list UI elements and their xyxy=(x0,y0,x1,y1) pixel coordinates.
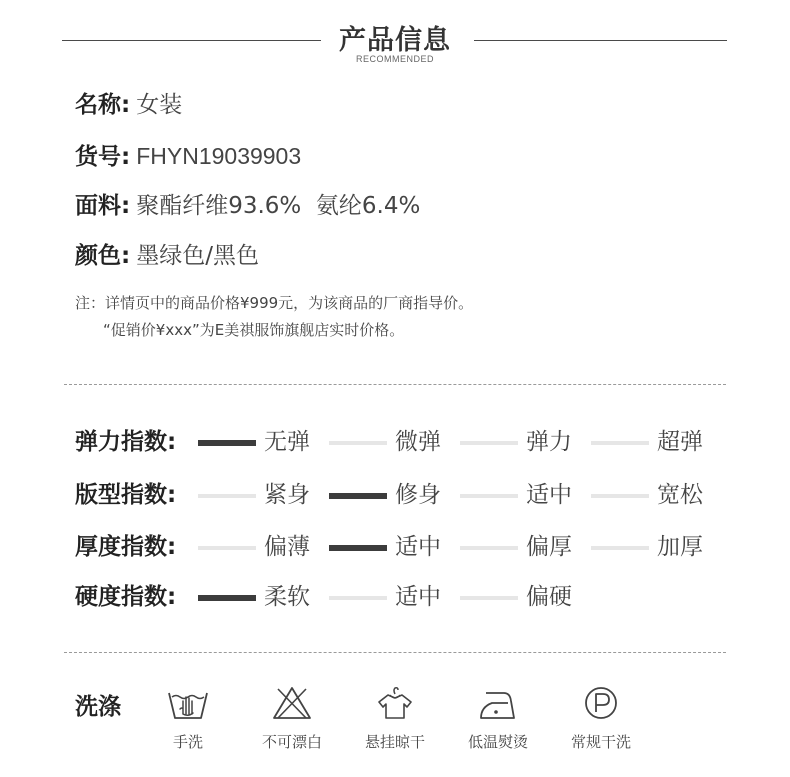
index-option: 修身 xyxy=(395,482,441,508)
index-option: 柔软 xyxy=(264,584,310,610)
index-row xyxy=(75,580,735,614)
care-do-not-bleach xyxy=(247,685,337,752)
index-option: 适中 xyxy=(395,534,441,560)
index-row xyxy=(75,425,735,459)
washing-label: 洗涤 xyxy=(75,694,121,720)
divider-bottom xyxy=(64,652,726,653)
info-label-sku: 货号: xyxy=(75,144,131,170)
care-text-hand-wash: 手洗 xyxy=(172,733,203,751)
do-not-bleach-icon xyxy=(270,685,314,721)
info-label-name: 名称: xyxy=(75,92,131,118)
info-value-sku: FHYN19039903 xyxy=(136,143,302,169)
index-label: 版型指数: xyxy=(75,482,177,508)
index-option: 加厚 xyxy=(657,534,703,560)
index-bar xyxy=(591,494,649,498)
index-bar-selected xyxy=(198,440,256,446)
care-hang-dry xyxy=(350,685,440,752)
index-option: 宽松 xyxy=(657,482,703,508)
index-option: 微弹 xyxy=(395,429,441,455)
note-line-2: “促销价¥xxx”为E美祺服饰旗舰店实时价格。 xyxy=(103,321,405,339)
index-label: 厚度指数: xyxy=(75,534,177,560)
index-option: 偏厚 xyxy=(526,534,572,560)
info-row-fabric xyxy=(75,190,420,222)
index-option: 超弹 xyxy=(657,429,703,455)
info-label-fabric: 面料: xyxy=(75,193,131,219)
info-value-name: 女装 xyxy=(136,92,183,118)
index-bar xyxy=(198,494,256,498)
index-bar xyxy=(460,596,518,600)
index-row xyxy=(75,530,735,564)
index-option: 紧身 xyxy=(264,482,310,508)
care-text-low-iron: 低温熨烫 xyxy=(467,733,528,751)
info-row-color xyxy=(75,240,259,272)
index-option: 偏硬 xyxy=(526,584,572,610)
care-text-hang-dry: 悬挂晾干 xyxy=(364,733,425,751)
index-bar xyxy=(591,441,649,445)
index-bar xyxy=(460,441,518,445)
page-title: 产品信息 xyxy=(339,25,451,56)
index-bar xyxy=(198,546,256,550)
index-bar-selected xyxy=(329,493,387,499)
index-bar-selected xyxy=(329,545,387,551)
index-bar xyxy=(460,546,518,550)
dry-clean-p-icon xyxy=(579,685,623,721)
index-bar xyxy=(591,546,649,550)
index-row xyxy=(75,478,735,512)
index-label: 弹力指数: xyxy=(75,429,177,455)
info-row-sku xyxy=(75,140,301,172)
index-bar xyxy=(329,596,387,600)
info-value-fabric: 聚酯纤维93.6% 氨纶6.4% xyxy=(136,193,421,219)
care-low-iron xyxy=(453,685,543,752)
index-option: 偏薄 xyxy=(264,534,310,560)
info-value-color: 墨绿色/黑色 xyxy=(136,243,259,269)
index-bar xyxy=(460,494,518,498)
page-subtitle: RECOMMENDED xyxy=(355,54,434,64)
care-dry-clean xyxy=(556,685,646,752)
index-bar-selected xyxy=(198,595,256,601)
low-iron-icon xyxy=(476,685,520,721)
note-line-1: 注：详情页中的商品价格¥999元，为该商品的厂商指导价。 xyxy=(75,294,474,312)
index-option: 适中 xyxy=(526,482,572,508)
index-label: 硬度指数: xyxy=(75,584,177,610)
hand-wash-icon xyxy=(166,685,210,721)
index-option: 弹力 xyxy=(526,429,572,455)
care-hand-wash xyxy=(143,685,233,752)
index-option: 适中 xyxy=(395,584,441,610)
index-option: 无弹 xyxy=(264,429,310,455)
info-row-name xyxy=(75,89,182,121)
divider-top xyxy=(64,384,726,385)
index-bar xyxy=(329,441,387,445)
care-text-do-not-bleach: 不可漂白 xyxy=(261,733,322,751)
hang-dry-icon xyxy=(373,685,417,721)
info-label-color: 颜色: xyxy=(75,243,131,269)
care-text-dry-clean: 常规干洗 xyxy=(570,733,631,751)
